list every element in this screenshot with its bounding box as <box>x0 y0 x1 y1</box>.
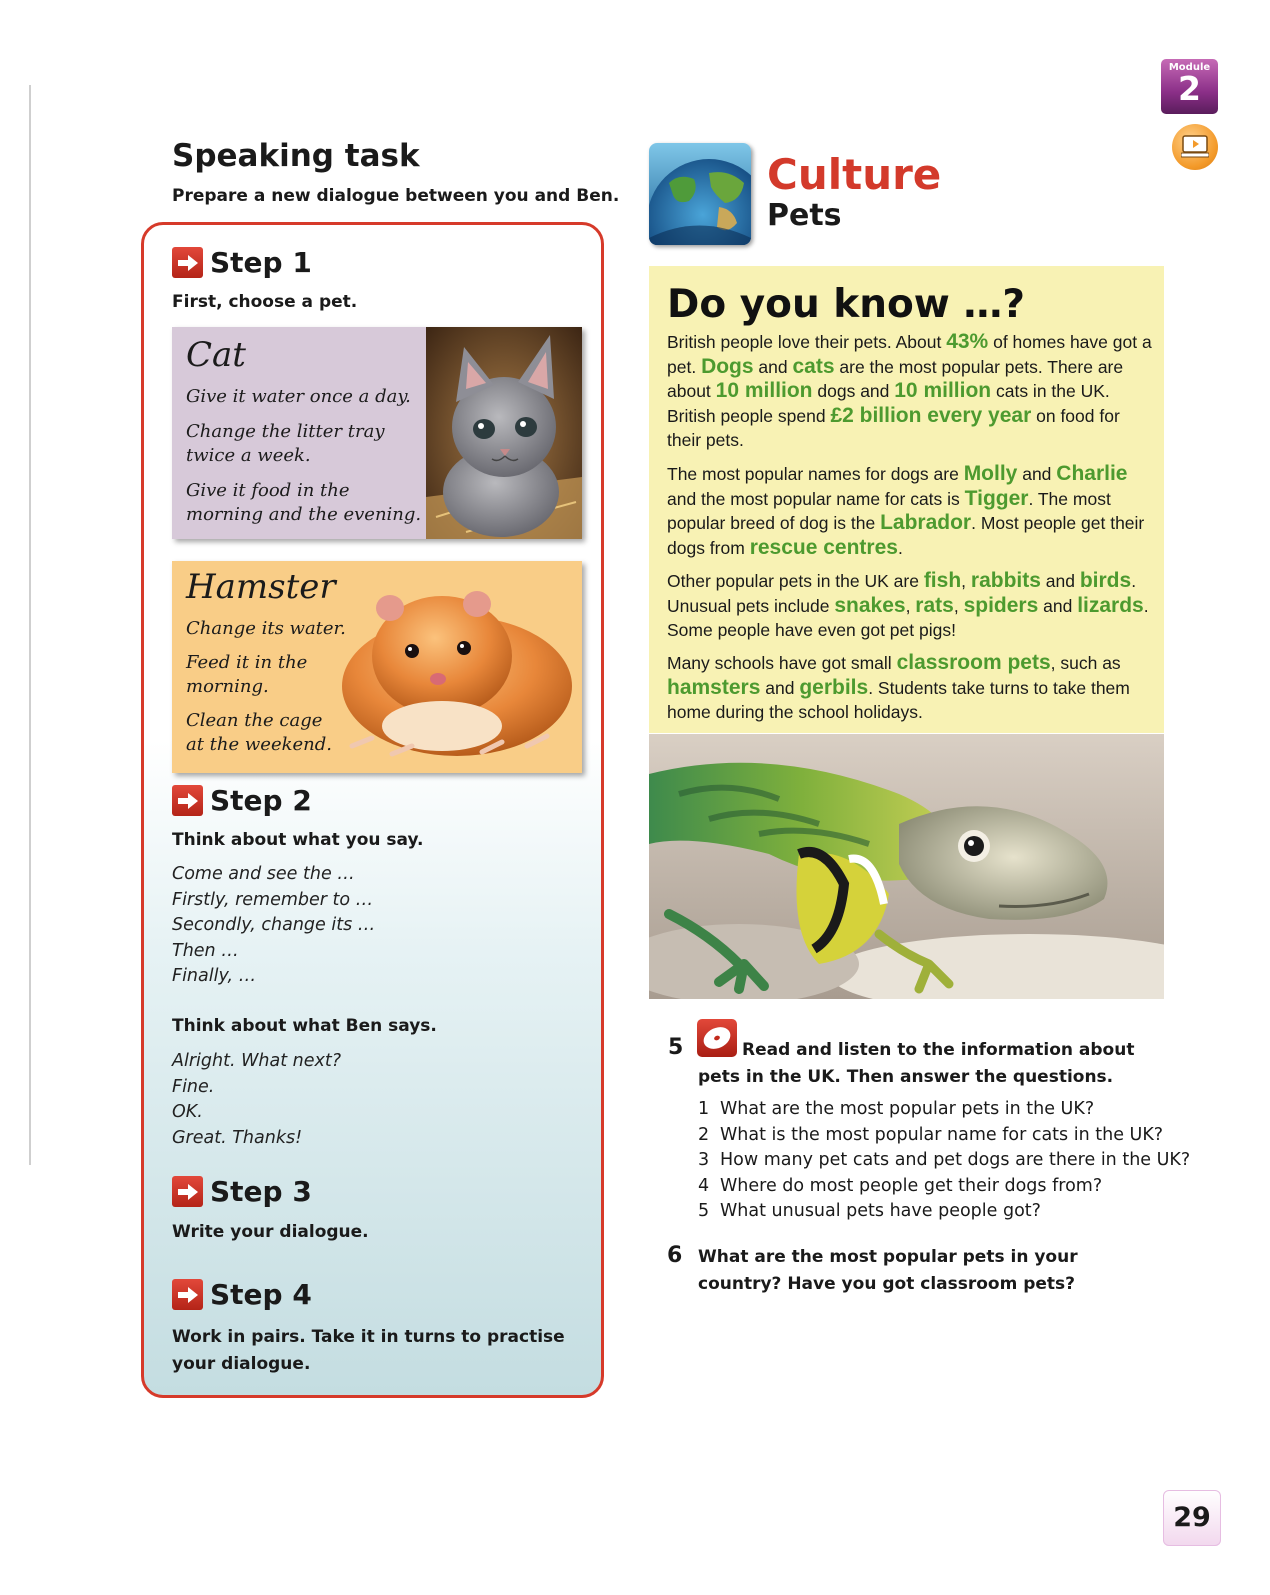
step-4-text: Work in pairs. Take it in turns to practise your dialogue. <box>172 1327 565 1374</box>
cat-card-line: morning and the evening. <box>186 504 422 525</box>
step-4-heading <box>172 1278 312 1311</box>
highlight-term: birds <box>1079 569 1132 592</box>
you-say-item: Then … <box>172 940 239 961</box>
question-text: What unusual pets have people got? <box>720 1201 1041 1221</box>
highlight-term: Tigger <box>964 486 1029 510</box>
question-text: What are the most popular pets in the UK? <box>720 1099 1095 1119</box>
step-3-text: Write your dialogue. <box>172 1222 369 1242</box>
culture-paragraph-4 <box>667 651 1152 725</box>
hamster-card-line: Clean the cage <box>186 710 323 731</box>
cat-card-line: Give it food in the <box>186 480 350 501</box>
question-number: 4 <box>698 1175 710 1196</box>
step-2-heading <box>172 784 312 817</box>
text-run: and <box>1038 595 1078 616</box>
kitten-photo <box>426 327 582 539</box>
question-number: 5 <box>698 1201 710 1221</box>
ben-says-item: Great. Thanks! <box>172 1127 303 1148</box>
text-run: of homes have got a pet. <box>667 332 1152 377</box>
highlight-term: rabbits <box>970 569 1041 592</box>
ben-says-item: Fine. <box>172 1076 215 1097</box>
question-item <box>698 1097 1190 1123</box>
text-run: are the most popular pets. There are about <box>667 356 1124 401</box>
hamster-card-line: Change its water. <box>186 618 346 639</box>
highlight-term: spiders <box>963 593 1039 617</box>
question-item <box>698 1199 1190 1225</box>
highlight-term: Dogs <box>701 354 754 378</box>
cat-card-title: Cat <box>186 335 246 375</box>
hamster-card-line: Feed it in the <box>186 652 308 673</box>
highlight-term: gerbils <box>799 675 869 699</box>
text-run: . Some people have even got pet pigs! <box>667 595 1149 640</box>
module-number: 2 <box>1178 69 1201 108</box>
question-text: How many pet cats and pet dogs are there in the UK? <box>720 1150 1191 1170</box>
highlight-term: 10 million <box>894 379 992 402</box>
question-text: Where do most people get their dogs from? <box>720 1175 1103 1196</box>
you-say-list <box>172 862 375 990</box>
hamster-card-line: at the weekend. <box>186 734 332 755</box>
step-1-text: First, choose a pet. <box>172 292 358 312</box>
text-run: . Most people get their dogs from <box>667 513 1145 558</box>
text-run: cats in the UK. British people spend <box>667 381 1110 426</box>
module-label: Module <box>1168 62 1211 73</box>
highlight-term: lizards <box>1077 593 1144 617</box>
question-number: 1 <box>698 1099 710 1119</box>
text-run: British people love their pets. About <box>667 332 947 352</box>
culture-paragraph-1 <box>667 330 1152 453</box>
text-run: on food for their pets. <box>667 405 1120 450</box>
text-run: and the most popular name for cats is <box>667 488 965 509</box>
lizard-photo <box>649 734 1164 999</box>
step-3-heading <box>172 1175 312 1208</box>
screen-icon[interactable] <box>1172 124 1218 170</box>
highlight-term: cats <box>792 354 835 378</box>
question-item <box>698 1123 1190 1149</box>
culture-paragraph-2 <box>667 462 1152 560</box>
highlight-term: Molly <box>963 462 1018 485</box>
ben-prompt: Think about what Ben says. <box>172 1016 437 1036</box>
question-list <box>698 1097 1190 1225</box>
text-run: , <box>961 571 971 591</box>
text-run: , <box>905 595 916 616</box>
arrow-icon <box>172 785 203 816</box>
question-number: 3 <box>698 1150 710 1170</box>
page-number <box>1163 1490 1221 1546</box>
question-item <box>698 1174 1190 1200</box>
exercise-6-instruction: What are the most popular pets in your country? Have you got classroom pets? <box>698 1247 1078 1294</box>
hamster-card-title: Hamster <box>186 567 336 607</box>
step-2-text: Think about what you say. <box>172 830 424 850</box>
speaking-task-subtitle: Prepare a new dialogue between you and Ben. <box>172 186 620 206</box>
highlight-term: Charlie <box>1056 462 1128 485</box>
arrow-icon <box>172 247 203 278</box>
highlight-term: rats <box>915 593 954 617</box>
question-item <box>698 1148 1190 1174</box>
question-number: 2 <box>698 1124 710 1145</box>
exercise-5-instruction: Read and listen to the information about pets in the UK. Then answer the questions. <box>698 1040 1135 1087</box>
highlight-term: 43% <box>946 330 989 353</box>
text-run: and <box>760 677 800 698</box>
you-say-item: Firstly, remember to … <box>172 889 374 910</box>
step-1-heading <box>172 246 312 279</box>
text-run: Many schools have got small <box>667 653 897 673</box>
question-text: What is the most popular name for cats in the UK? <box>720 1124 1164 1145</box>
highlight-term: rescue centres <box>749 535 898 559</box>
you-say-item: Finally, … <box>172 966 257 986</box>
text-run: dogs and <box>812 381 895 401</box>
text-run: and <box>753 356 793 377</box>
do-you-know-title: Do you know …? <box>667 282 1026 327</box>
text-run: . Unusual pets include <box>667 571 1137 616</box>
text-run: and <box>1040 571 1080 591</box>
culture-subtitle: Pets <box>767 198 842 233</box>
speaking-task-title: Speaking task <box>172 138 420 174</box>
step-2-title: Step 2 <box>210 784 312 817</box>
highlight-term: fish <box>923 569 962 592</box>
cat-card-line: twice a week. <box>186 445 311 466</box>
exercise-6-number: 6 <box>667 1243 683 1268</box>
arrow-icon <box>172 1176 203 1207</box>
step-3-title: Step 3 <box>210 1175 312 1208</box>
text-run: , <box>953 595 964 616</box>
ben-says-item: Alright. What next? <box>172 1051 341 1071</box>
text-run: Other popular pets in the UK are <box>667 571 924 591</box>
highlight-term: hamsters <box>667 675 761 699</box>
text-run: . The most popular breed of dog is the <box>667 488 1111 533</box>
globe-icon <box>649 143 751 245</box>
culture-title: Culture <box>767 150 942 199</box>
cat-card <box>172 327 582 539</box>
cat-card-line: Give it water once a day. <box>186 386 411 407</box>
text-run: , such as <box>1050 653 1121 673</box>
text-run: and <box>1017 464 1057 484</box>
hamster-photo <box>332 576 577 766</box>
highlight-term: £2 billion every year <box>830 403 1032 427</box>
text-run: The most popular names for dogs are <box>667 464 964 484</box>
text-run: . Students take turns to take them home during the school holidays. <box>667 677 1130 722</box>
you-say-item: Secondly, change its … <box>172 915 376 935</box>
highlight-term: 10 million <box>715 379 813 402</box>
highlight-term: classroom pets <box>896 651 1051 674</box>
page-number-text: 29 <box>1173 1502 1211 1533</box>
text-run: . <box>897 537 903 558</box>
exercise-5-number: 5 <box>668 1035 684 1060</box>
hamster-card <box>172 561 582 773</box>
you-say-item: Come and see the … <box>172 864 355 884</box>
ben-says-item: OK. <box>172 1102 203 1122</box>
ben-says-list <box>172 1049 341 1151</box>
hamster-card-line: morning. <box>186 676 269 697</box>
culture-paragraph-3 <box>667 569 1152 643</box>
arrow-icon <box>172 1279 203 1310</box>
step-1-title: Step 1 <box>210 246 312 279</box>
highlight-term: snakes <box>834 593 906 617</box>
binding-line <box>29 85 31 1165</box>
step-4-title: Step 4 <box>210 1278 312 1311</box>
highlight-term: Labrador <box>880 511 972 534</box>
cat-card-line: Change the litter tray <box>186 421 385 442</box>
module-tab <box>1161 59 1218 114</box>
